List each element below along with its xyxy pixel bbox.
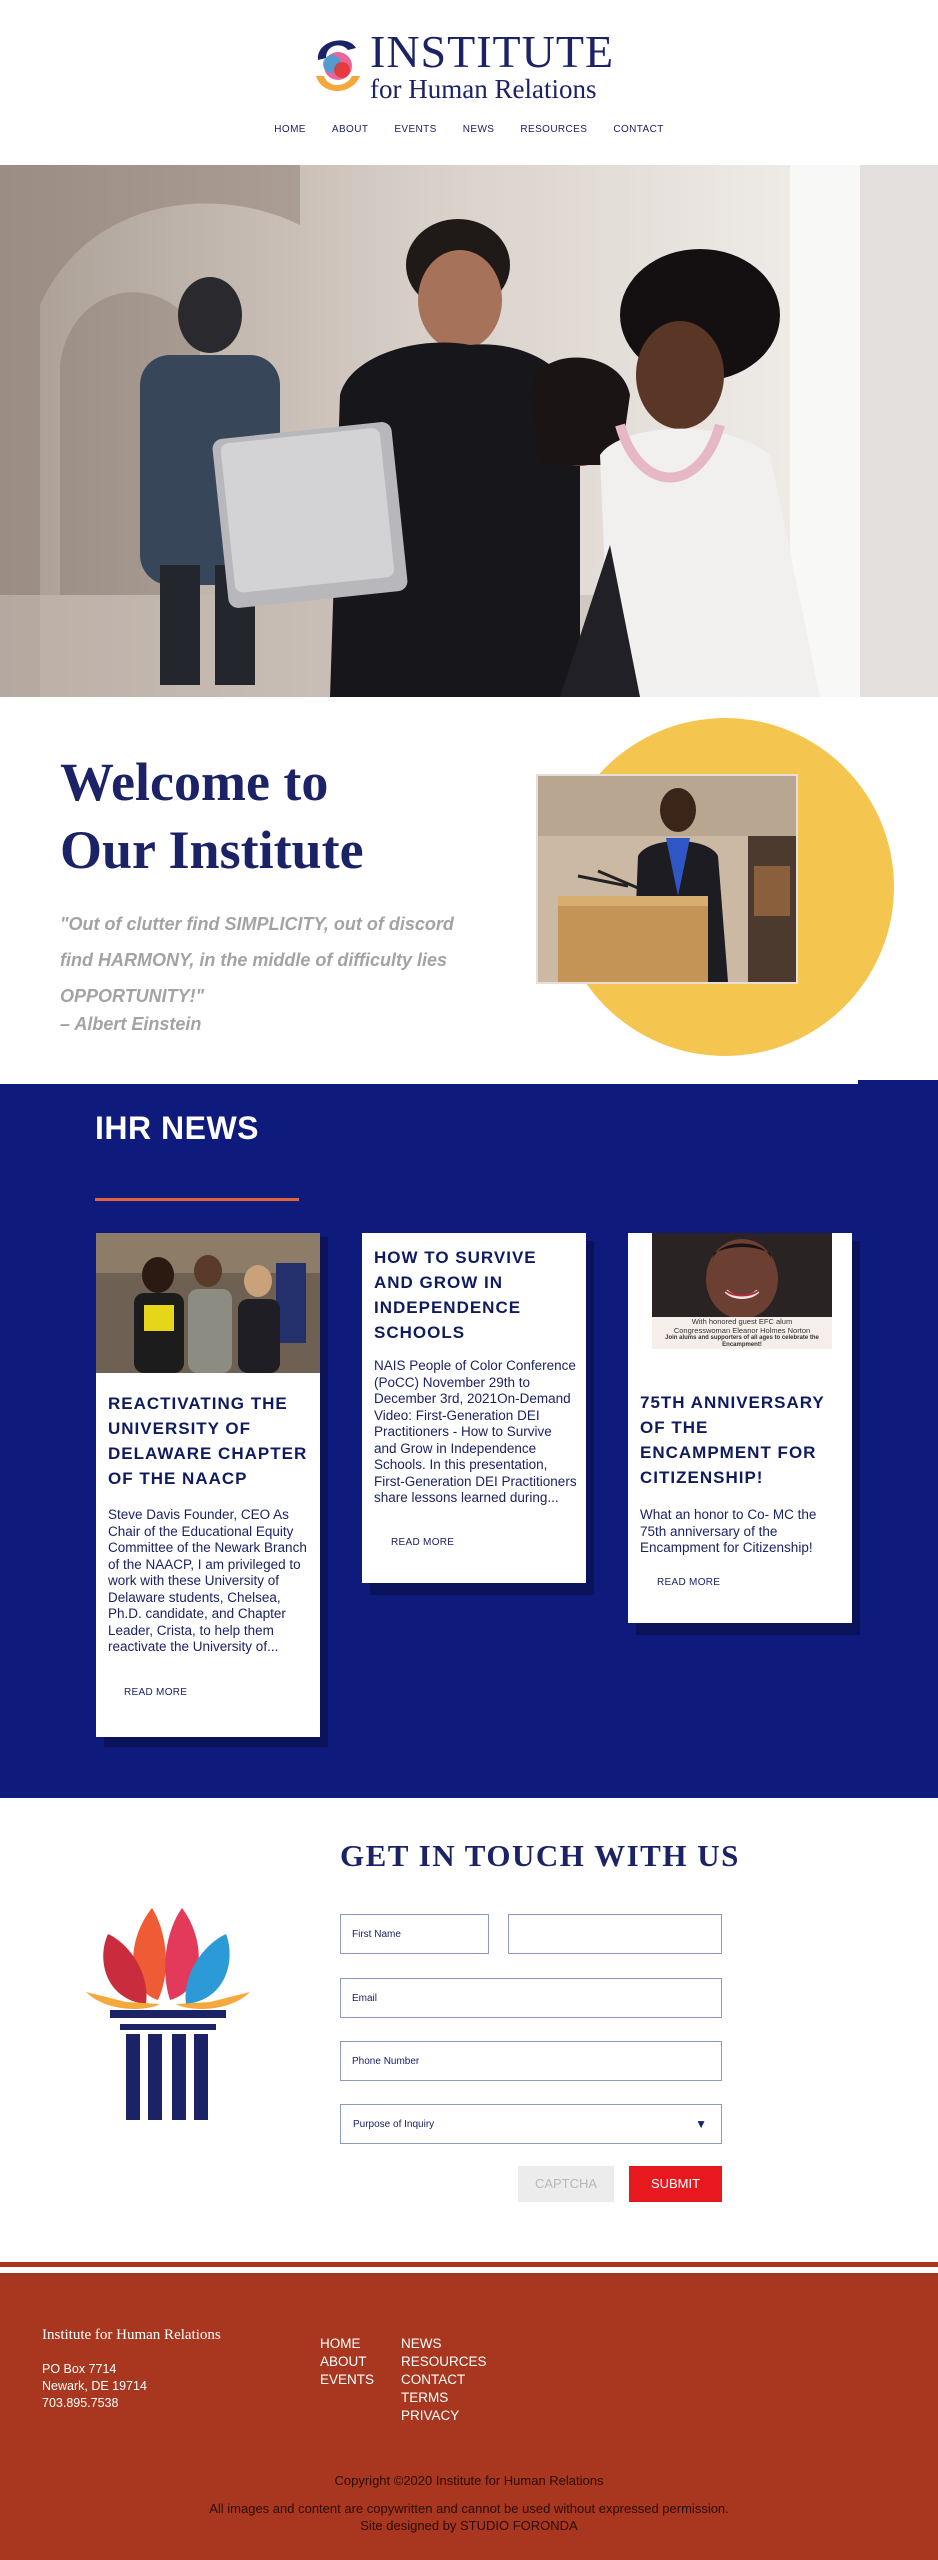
footer-copyright: Copyright ©2020 Institute for Human Relations xyxy=(334,2473,604,2488)
speaker-photo xyxy=(536,774,798,984)
read-more-link[interactable]: READ MORE xyxy=(124,1687,188,1698)
dropdown-arrow-icon: ▼ xyxy=(695,2117,707,2131)
nav-about[interactable]: ABOUT xyxy=(331,124,369,135)
news-card-independence-schools[interactable] xyxy=(362,1233,586,1583)
footer-link-news[interactable]: NEWS xyxy=(401,2336,442,2351)
first-name-field[interactable] xyxy=(340,1914,489,1954)
footer-credit: Site designed by STUDIO FORONDA xyxy=(360,2518,578,2533)
encampment-guest-photo xyxy=(652,1233,832,1317)
footer-rights-notice: All images and content are copywritten and cannot be used without expressed permission. xyxy=(209,2501,729,2516)
speaker-at-podium-image xyxy=(538,776,796,982)
nav-resources[interactable]: RESOURCES xyxy=(520,124,588,135)
news-card-image xyxy=(652,1233,832,1349)
welcome-title xyxy=(60,748,364,884)
nav-events[interactable]: EVENTS xyxy=(394,124,437,135)
naacp-group-photo xyxy=(96,1233,320,1373)
footer-link-privacy[interactable]: PRIVACY xyxy=(401,2408,460,2423)
footer-address-line1: PO Box 7714 xyxy=(42,2362,117,2376)
logo-title: INSTITUTE xyxy=(370,26,615,77)
news-card-title[interactable]: REACTIVATING THE UNIVERSITY OF DELAWARE CHAPTER OF THE NAACP xyxy=(108,1394,308,1488)
site-footer xyxy=(0,2273,938,2560)
site-logo[interactable] xyxy=(308,28,628,108)
news-card-image xyxy=(96,1233,320,1373)
main-nav xyxy=(0,124,938,135)
submit-button[interactable]: SUBMIT xyxy=(629,2166,722,2202)
footer-link-contact[interactable]: CONTACT xyxy=(401,2372,466,2387)
hero-image xyxy=(0,165,938,697)
footer-link-resources[interactable]: RESOURCES xyxy=(401,2354,487,2369)
news-section xyxy=(0,1084,938,1798)
institute-emblem-icon xyxy=(86,1900,250,2120)
news-heading-rule xyxy=(95,1198,299,1201)
footer-address-line2: Newark, DE 19714 xyxy=(42,2379,147,2393)
site-header xyxy=(0,0,938,165)
read-more-link[interactable]: READ MORE xyxy=(391,1537,455,1548)
select-label: Purpose of Inquiry xyxy=(353,2119,435,2130)
footer-link-about[interactable]: ABOUT xyxy=(320,2354,367,2369)
footer-phone: 703.895.7538 xyxy=(42,2396,119,2410)
footer-link-terms[interactable]: TERMS xyxy=(401,2390,449,2405)
captcha-box[interactable]: CAPTCHA xyxy=(518,2166,614,2202)
footer-link-home[interactable]: HOME xyxy=(320,2336,361,2351)
nav-news[interactable]: NEWS xyxy=(462,124,495,135)
news-card-excerpt: NAIS People of Color Conference (PoCC) November 29th to December 3rd, 2021On-Demand Video: First-Generation DEI Practitioners - How to Survive and Grow in Independence Schools. In this presentation, First-Generation DEI Practitioners share lessons learned during... xyxy=(374,1358,577,1505)
read-more-link[interactable]: READ MORE xyxy=(657,1577,721,1588)
hero-students-photo xyxy=(0,165,938,697)
news-heading: IHR NEWS xyxy=(95,1110,259,1146)
quote-author: – Albert Einstein xyxy=(60,1014,202,1034)
news-card-excerpt: What an honor to Co- MC the 75th anniversary of the Encampment for Citizenship! xyxy=(640,1507,817,1555)
footer-link-events[interactable]: EVENTS xyxy=(320,2372,375,2387)
welcome-title-line1: Welcome to xyxy=(60,752,329,812)
footer-top-line xyxy=(0,2262,938,2267)
email-field[interactable] xyxy=(340,1978,722,2018)
welcome-title-line2: Our Institute xyxy=(60,820,364,880)
institute-logo-icon xyxy=(308,30,364,100)
last-name-field[interactable] xyxy=(508,1914,722,1954)
image-caption: With honored guest EFC alum xyxy=(691,1317,793,1326)
nav-home[interactable]: HOME xyxy=(274,124,306,135)
news-card-title[interactable]: 75TH ANNIVERSARY OF THE ENCAMPMENT FOR CITIZENSHIP! xyxy=(640,1393,825,1487)
news-section-tab xyxy=(858,1080,938,1084)
nav-contact[interactable]: CONTACT xyxy=(613,124,664,135)
einstein-quote: "Out of clutter find SIMPLICITY, out of discord find HARMONY, in the middle of difficulty lies OPPORTUNITY!" xyxy=(60,914,454,1006)
image-caption: Join alums and supporters of all ages to celebrate the Encampment! xyxy=(665,1335,819,1348)
contact-title: GET IN TOUCH WITH US xyxy=(340,1838,740,1873)
news-card-excerpt: Steve Davis Founder, CEO As Chair of the Educational Equity Committee of the Newark Branch of the NAACP, I am privileged to work with these University of Delaware students, Chelsea, Ph.D. candidate, and Chapter Leader, Crista, to help them reactivate the University of... xyxy=(108,1507,307,1654)
phone-number-field[interactable] xyxy=(340,2041,722,2081)
news-card-title[interactable]: HOW TO SURVIVE AND GROW IN INDEPENDENCE SCHOOLS xyxy=(374,1248,537,1342)
news-card-naacp[interactable] xyxy=(96,1233,320,1737)
logo-subtitle: for Human Relations xyxy=(370,74,597,104)
image-caption: Congresswoman Eleanor Holmes Norton xyxy=(673,1325,811,1335)
news-card-encampment[interactable] xyxy=(628,1233,852,1623)
purpose-of-inquiry-select[interactable] xyxy=(340,2104,722,2144)
footer-org-name: Institute for Human Relations xyxy=(42,2327,221,2343)
